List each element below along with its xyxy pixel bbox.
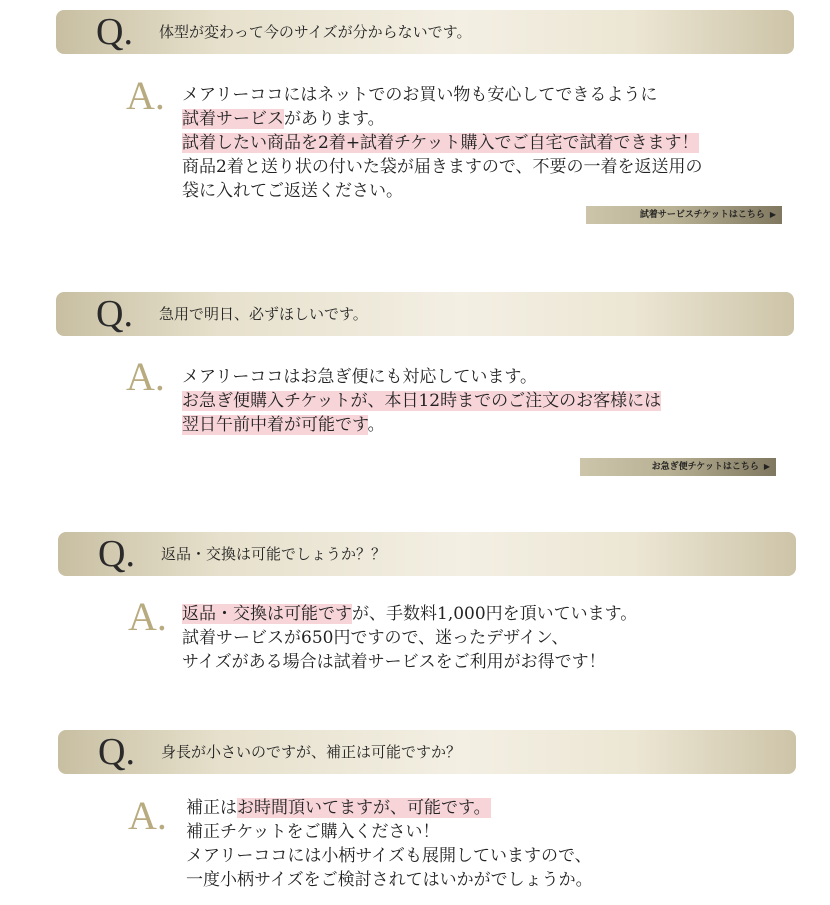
arrow-right-icon: ▶: [763, 462, 770, 471]
answer-line: [186, 844, 593, 868]
arrow-right-icon: ▶: [769, 210, 776, 219]
answer-text: [182, 602, 637, 674]
answer-line: [182, 650, 637, 674]
highlighted-text: 返品・交換は可能です: [182, 604, 352, 624]
answer-mark: A.: [128, 594, 167, 639]
answer-line: [182, 413, 661, 437]
answer-text-segment: 補正チケットをご購入ください！: [186, 822, 440, 842]
answer-line: [182, 83, 702, 107]
highlighted-text: 試着サービス: [182, 109, 284, 129]
question-mark: Q.: [96, 11, 133, 53]
question-mark: Q.: [98, 731, 135, 773]
answer-line: [182, 179, 702, 203]
answer-line: [182, 626, 637, 650]
question-text: 体型が変わって今のサイズが分からないです。: [159, 23, 472, 41]
highlighted-text: お時間頂いてますが、可能です。: [237, 798, 491, 818]
answer-text-segment: 袋に入れてご返送ください。: [182, 181, 403, 201]
answer-text-segment: 商品2着と送り状の付いた袋が届きますので、不要の一着を返送用の: [182, 157, 703, 177]
answer-text-segment: メアリーココはお急ぎ便にも対応しています。: [182, 367, 537, 387]
answer-text: [182, 83, 702, 203]
answer-text-segment: 一度小柄サイズをご検討されてはいかがでしょうか。: [186, 870, 593, 890]
answer-text-segment: 。: [367, 415, 385, 435]
answer-line: [186, 820, 593, 844]
trial-service-ticket-link[interactable]: [586, 206, 782, 224]
answer-line: [182, 131, 702, 155]
answer-mark: A.: [128, 793, 167, 838]
answer-text-segment: サイズがある場合は試着サービスをご利用がお得です！: [182, 652, 606, 672]
link-label: 試着サービスチケットはこちら: [639, 210, 765, 220]
question-bar: [58, 730, 796, 774]
question-text: 急用で明日、必ずほしいです。: [159, 305, 368, 323]
question-mark: Q.: [98, 533, 135, 575]
answer-line: [182, 155, 702, 179]
answer-line: [182, 602, 637, 626]
answer-line: [182, 365, 661, 389]
question-text: 身長が小さいのですが、補正は可能ですか？: [161, 743, 462, 761]
answer-text-segment: があります。: [284, 109, 385, 129]
answer-text: [182, 365, 661, 437]
answer-mark: A.: [126, 73, 165, 118]
answer-line: [186, 796, 593, 820]
answer-text-segment: メアリーココにはネットでのお買い物も安心してできるように: [182, 85, 658, 105]
answer-line: [182, 389, 661, 413]
question-bar: [56, 10, 794, 54]
link-label: お急ぎ便チケットはこちら: [651, 462, 759, 472]
question-mark: Q.: [96, 293, 133, 335]
highlighted-text: お急ぎ便購入チケットが、本日12時までのご注文のお客様には: [182, 391, 662, 411]
answer-text-segment: メアリーココには小柄サイズも展開していますので、: [186, 846, 592, 866]
highlighted-text: 試着したい商品を2着+試着チケット購入でご自宅で試着できます！: [182, 133, 699, 153]
answer-text-segment: 補正は: [186, 798, 237, 818]
answer-line: [186, 868, 593, 892]
question-text: 返品・交換は可能でしょうか？？: [161, 545, 387, 563]
answer-text-segment: が、手数料1,000円を頂いています。: [352, 604, 638, 624]
question-bar: [56, 292, 794, 336]
express-ticket-link[interactable]: [580, 458, 776, 476]
question-bar: [58, 532, 796, 576]
answer-text: [186, 796, 593, 892]
answer-mark: A.: [126, 354, 165, 399]
highlighted-text: 翌日午前中着が可能です: [182, 415, 368, 435]
answer-line: [182, 107, 702, 131]
answer-text-segment: 試着サービスが650円ですので、迷ったデザイン、: [182, 628, 569, 648]
